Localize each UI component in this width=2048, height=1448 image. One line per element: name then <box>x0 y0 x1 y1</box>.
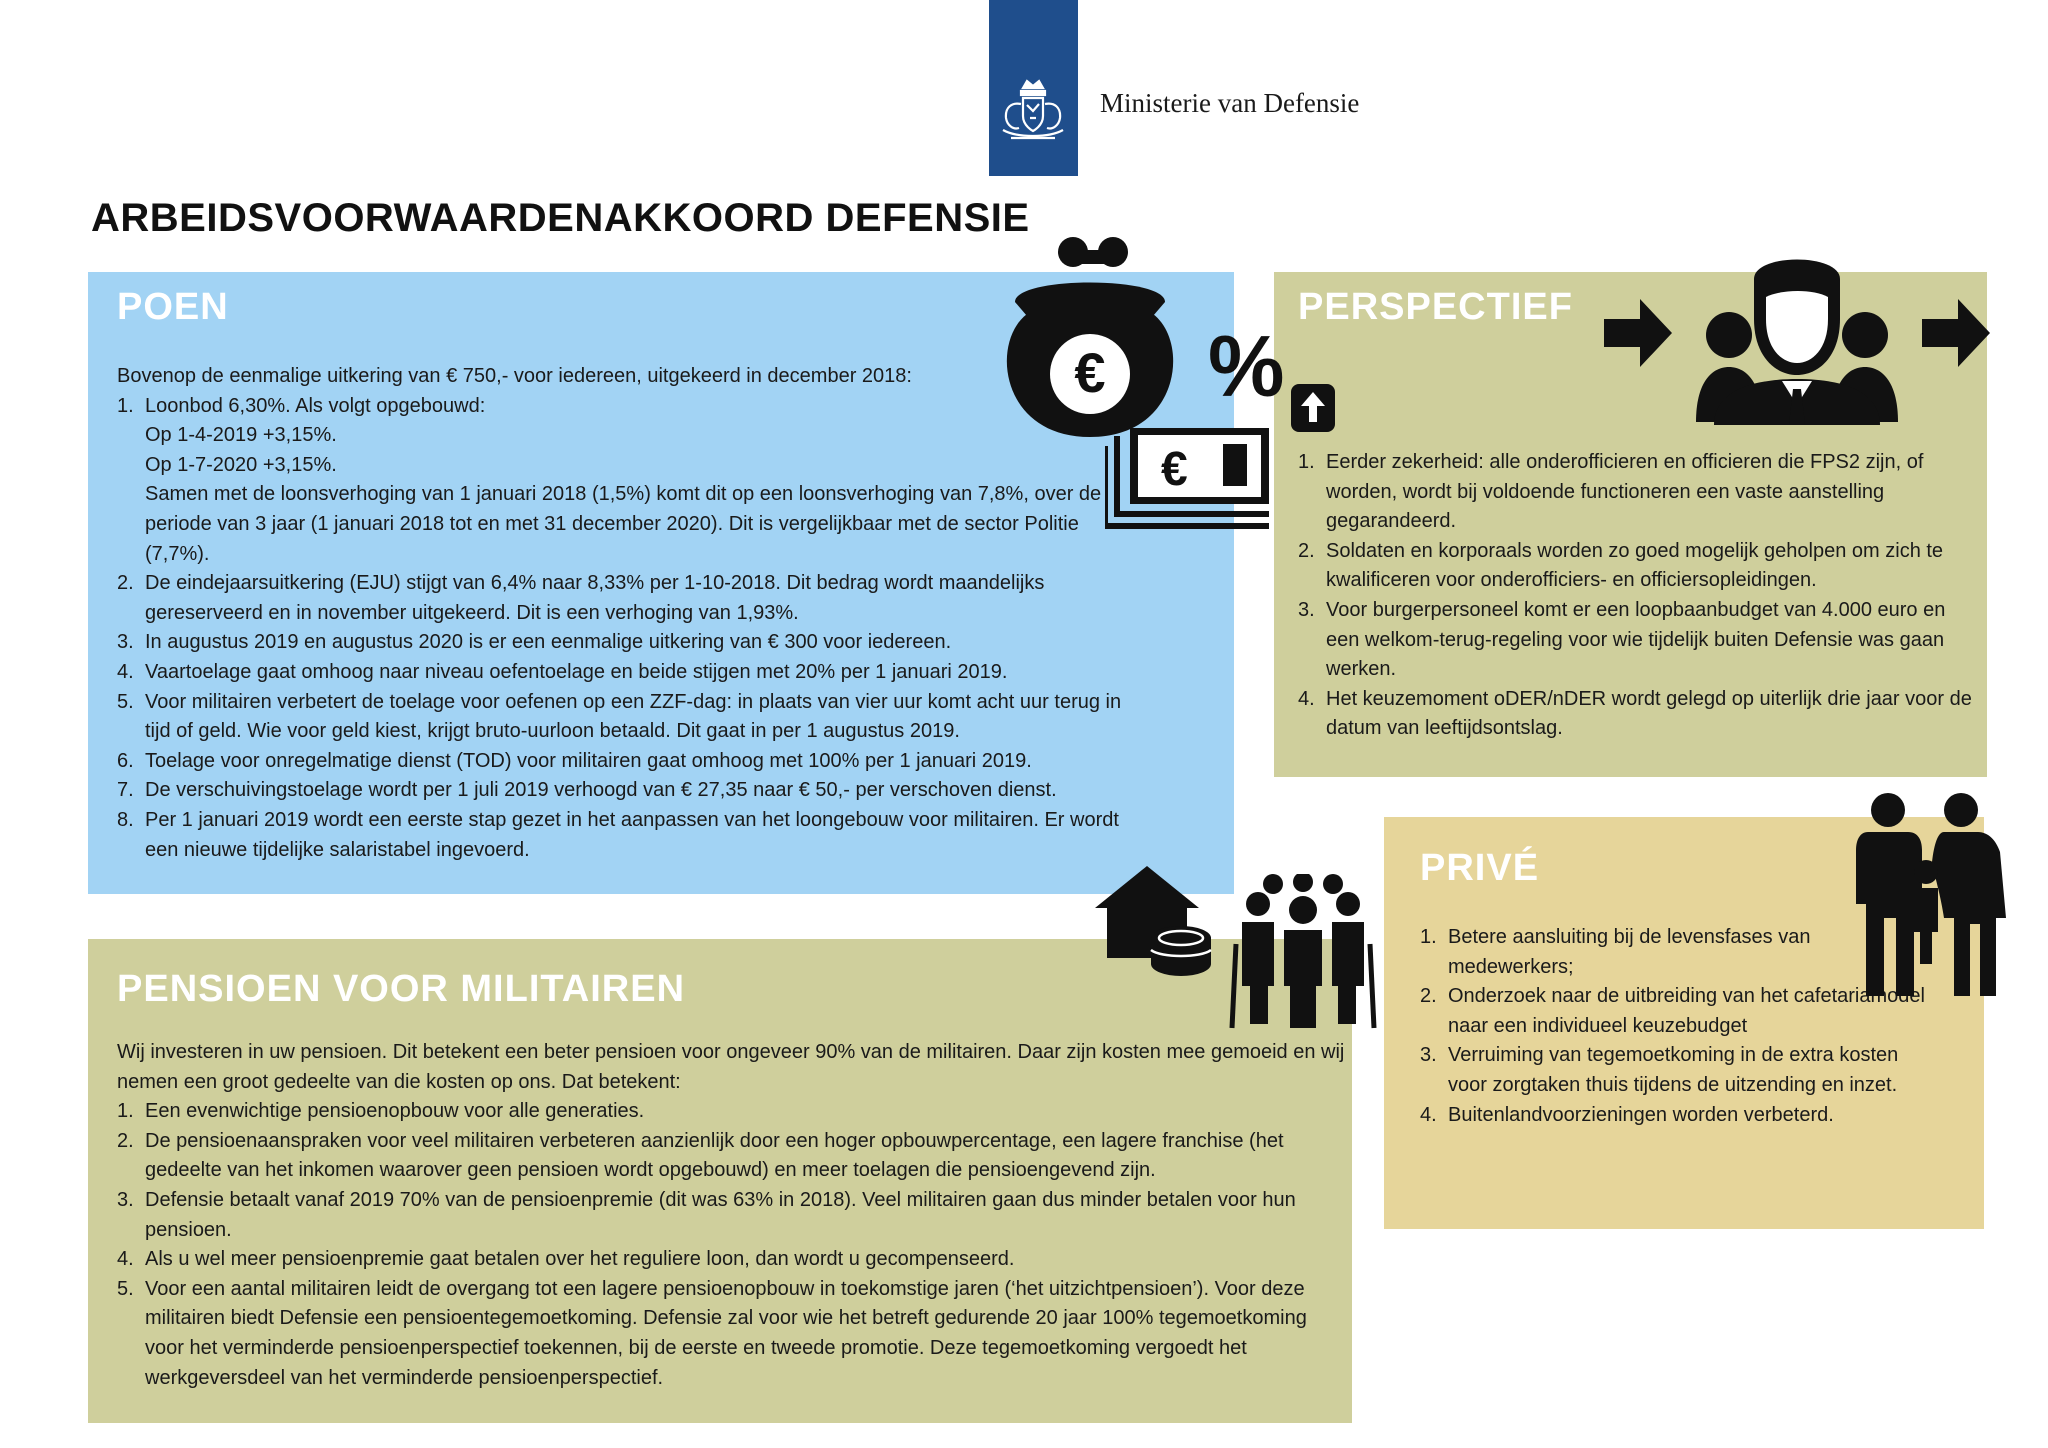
svg-text:€: € <box>1161 443 1188 496</box>
list-item: 3. Verruiming van tegemoetkoming in de extra kosten voor zorgtaken thuis tijdens de uitzending en inzet. <box>1420 1044 1899 1096</box>
list-item: 3. Voor burgerpersoneel komt er een loopbaanbudget van 4.000 euro en een welkom-terug-regeling voor wie tijdelijk buiten Defensie was gaan werken. <box>1298 598 1946 681</box>
list-item: 4. Vaartoelage gaat omhoog naar niveau oefentoelage en beide stijgen met 20% per 1 januari 2019. <box>117 660 1008 683</box>
list-item: 6. Toelage voor onregelmatige dienst (TOD) voor militairen gaat omhoog met 100% per 1 januari 2019. <box>117 749 1032 772</box>
euro-purse-icon <box>995 232 1185 442</box>
crest-icon <box>997 78 1070 150</box>
svg-text:%: % <box>1208 319 1285 415</box>
svg-text:€: € <box>1074 341 1106 404</box>
ministry-logo-bar <box>989 0 1078 176</box>
list-item: 1. Betere aansluiting bij de levensfases van medewerkers; <box>1420 926 1811 978</box>
pensioen-list <box>117 1097 1347 1393</box>
perspectief-heading: PERSPECTIEF <box>1298 286 1573 328</box>
poen-list <box>117 392 1127 866</box>
banknotes-icon <box>1105 422 1275 538</box>
list-item: 2. Soldaten en korporaals worden zo goed mogelijk geholpen om zich te kwalificeren voor onderofficiers- en officiersopleidingen. <box>1298 539 1944 592</box>
page-title: ARBEIDSVOORWAARDENAKKOORD DEFENSIE <box>91 196 1030 240</box>
list-item: 2. Onderzoek naar de uitbreiding van het cafetariamodel naar een individueel keuzebudget <box>1420 985 1925 1037</box>
list-item: 3. Defensie betaalt vanaf 2019 70% van de pensioenpremie (dit was 63% in 2018). Veel militairen gaan dus minder betalen voor hun pensioen. <box>117 1188 1296 1241</box>
list-item: 1. Loonbod 6,30%. Als volgt opgebouwd: Op 1-4-2019 +3,15%. Op 1-7-2020 +3,15%. Samen met de loonsverhoging van 1 januari 2018 (1,5%) komt dit op een loonsverhoging van 7,8%, over de periode van 3 jaar (1 januari 2018 tot en met 31 december 2020). Dit is vergelijkbaar met de sector Politie (7,7%). <box>117 392 1127 570</box>
list-item: 5. Voor militairen verbetert de toelage voor oefenen op een ZZF-dag: in plaats van vier uur komt acht uur terug in tijd of geld. Wie voor geld kiest, krijgt bruto-uurloon betaald. Dit gaat in per 1 augustus 2019. <box>117 690 1122 743</box>
career-person-icon <box>1602 257 1992 427</box>
list-subitem: Op 1-7-2020 +3,15%. <box>145 453 337 476</box>
poen-heading: POEN <box>117 286 229 328</box>
family-icon <box>1848 792 2008 998</box>
ministry-name: Ministerie van Defensie <box>1100 88 1360 118</box>
list-item: 2. De eindejaarsuitkering (EJU) stijgt van 6,4% naar 8,33% per 1-10-2018. Dit bedrag wordt maandelijks gereserveerd en in november uitgekeerd. Dit is een verhoging van 1,93%. <box>117 572 1045 624</box>
list-item: 7. De verschuivingstoelage wordt per 1 juli 2019 verhoogd van € 27,35 naar € 50,- per verschoven dienst. <box>117 779 1057 802</box>
list-subitem: Op 1-4-2019 +3,15%. <box>145 424 337 447</box>
list-item: 2. De pensioenaanspraken voor veel militairen verbeteren aanzienlijk door een hoger opbouwpercentage, een lagere franchise (het gedeelte van het inkomen waarover geen pensioen wordt opgebouwd) en meer toelagen die pensioengevend zijn. <box>117 1129 1284 1182</box>
poen-intro: Bovenop de eenmalige uitkering van € 750,- voor iedereen, uitgekeerd in december 2018: <box>117 365 912 387</box>
list-item: 8. Per 1 januari 2019 wordt een eerste stap gezet in het aanpassen van het loongebouw voor militairen. Er wordt een nieuwe tijdelijke salaristabel ingevoerd. <box>117 808 1119 861</box>
house-coins-icon <box>1095 866 1215 982</box>
list-item: 1. Een evenwichtige pensioenopbouw voor alle generaties. <box>117 1100 645 1123</box>
list-item: 3. In augustus 2019 en augustus 2020 is er een eenmalige uitkering van € 300 voor iedereen. <box>117 631 952 654</box>
pensioen-heading: PENSIOEN VOOR MILITAIREN <box>117 968 686 1010</box>
list-item: 4. Buitenlandvoorzieningen worden verbeterd. <box>1420 1103 1834 1126</box>
list-item: 4. Het keuzemoment oDER/nDER wordt gelegd op uiterlijk drie jaar voor de datum van leeftijdsontslag. <box>1298 687 1972 740</box>
list-item: 5. Voor een aantal militairen leidt de overgang tot een lagere pensioenopbouw in toekomstige jaren (‘het uitzichtpensioen’). Voor deze militairen biedt Defensie een pensioentegemoetkoming. Defensie zal voor wie het betreft gedurende 20 jaar 100% tegemoetkoming voor het verminderde pensioenperspectief toekennen, bij de eerste en tweede promotie. Deze tegemoetkoming vergoedt het werkgeversdeel van het verminderde pensioenperspectief. <box>117 1277 1307 1389</box>
perspectief-list <box>1298 448 1978 744</box>
group-elderly-icon <box>1228 874 1378 1030</box>
list-subitem: Samen met de loonsverhoging van 1 januari 2018 (1,5%) komt dit op een loonsverhoging van 7,8%, over de periode van 3 jaar (1 januari 2018 tot en met 31 december 2020). Dit is vergelijkbaar met de sector Politie (7,7%). <box>145 483 1102 565</box>
pensioen-panel <box>88 939 1352 1423</box>
prive-heading: PRIVÉ <box>1420 847 1540 889</box>
pensioen-intro: Wij investeren in uw pensioen. Dit betekent een beter pensioen voor ongeveer 90% van de militairen. Daar zijn kosten mee gemoeid en wij nemen een groot gedeelte van die kosten op ons. Dat betekent: <box>117 1041 1345 1093</box>
list-item: 4. Als u wel meer pensioenpremie gaat betalen over het reguliere loon, dan wordt u gecompenseerd. <box>117 1248 1015 1271</box>
list-item: 1. Eerder zekerheid: alle onderofficieren en officieren die FPS2 zijn, of worden, wordt bij voldoende functioneren een vaste aanstelling gegarandeerd. <box>1298 451 1924 533</box>
